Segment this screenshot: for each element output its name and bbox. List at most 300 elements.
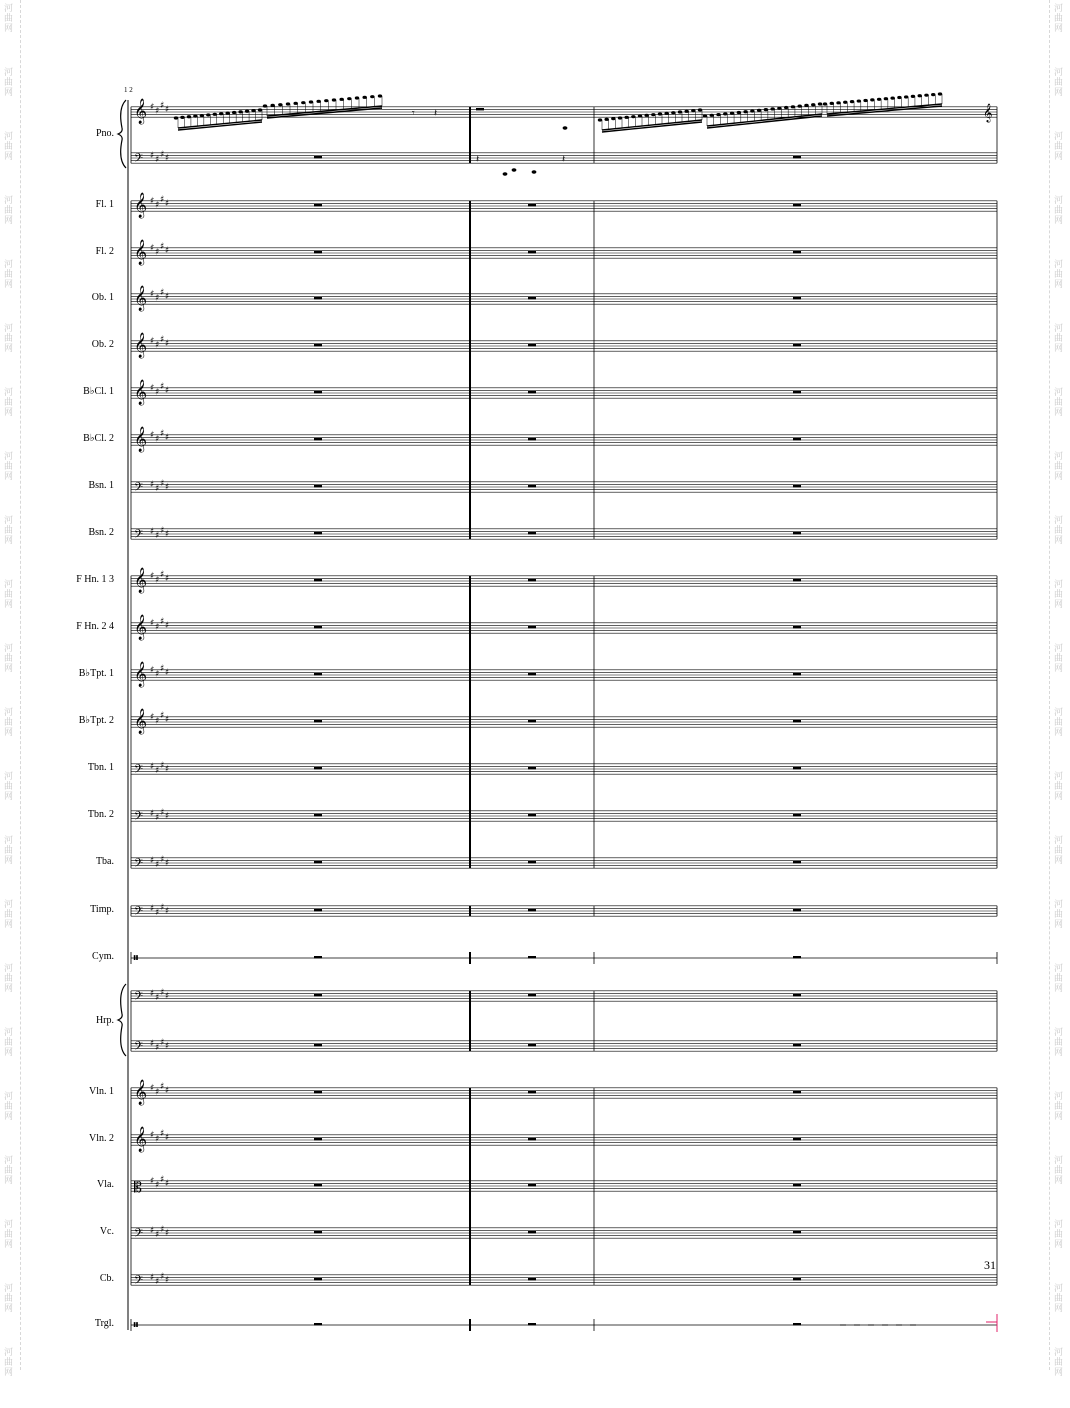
percussion-clef: 𝄥 — [134, 951, 138, 965]
whole-rest — [314, 720, 322, 722]
whole-rest — [314, 297, 322, 299]
watermark-text: 河 曲 网 河 曲 网 河 曲 网 河 曲 网 河 曲 网 河 曲 网 河 曲 网 河 曲 网 河 曲 网 河 曲 网 河 曲 网 河 曲 网 河 曲 网 河 曲 网 河 曲 网 河 曲 网 河 曲 网 河 曲 网 河 曲 网 河 曲 网 河 曲 网 河 曲 网 — [4, 4, 14, 1378]
whole-rest — [793, 814, 801, 816]
treble-clef-icon: 𝄞 — [983, 103, 993, 122]
whole-rest — [528, 626, 536, 628]
bass-clef-icon: 𝄢 — [134, 857, 144, 873]
note-head — [512, 168, 517, 171]
note-head — [286, 102, 290, 105]
sharp-icon: ♯ — [160, 987, 165, 998]
instrument-label: Ob. 1 — [91, 292, 114, 303]
note-head — [716, 113, 720, 116]
whole-rest — [314, 767, 322, 769]
sharp-icon: ♯ — [150, 762, 155, 773]
whole-rest — [793, 532, 801, 534]
sharp-icon: ♯ — [160, 429, 165, 440]
sharp-icon: ♯ — [160, 1082, 165, 1093]
sharp-icon: ♯ — [155, 1087, 160, 1098]
instrument-label: Vln. 2 — [89, 1133, 114, 1144]
whole-rest — [314, 532, 322, 534]
sharp-icon: ♯ — [150, 989, 155, 1000]
whole-rest — [793, 1044, 801, 1046]
whole-rest — [314, 673, 322, 675]
instrument-label: Trgl. — [94, 1318, 114, 1329]
sharp-icon: ♯ — [150, 1273, 155, 1284]
instrument-label: B♭Cl. 1 — [83, 386, 114, 397]
note-head — [757, 109, 761, 112]
note-head — [777, 107, 781, 110]
note-head — [830, 102, 834, 105]
whole-rest — [793, 861, 801, 863]
note-head — [710, 114, 714, 117]
sharp-icon: ♯ — [155, 247, 160, 258]
sharp-icon: ♯ — [165, 764, 170, 775]
sharp-icon: ♯ — [150, 1226, 155, 1237]
note-head — [258, 108, 262, 111]
sharp-icon: ♯ — [165, 621, 170, 632]
note-head — [904, 95, 908, 98]
instrument-label: B♭Cl. 2 — [83, 433, 114, 444]
treble-clef-icon: 𝄞 — [134, 662, 148, 687]
whole-rest — [314, 1091, 322, 1093]
sharp-icon: ♯ — [150, 102, 155, 113]
note-head — [532, 170, 537, 173]
instrument-label: Vc. — [99, 1226, 114, 1237]
instrument-label: Cym. — [92, 951, 114, 962]
note-head — [213, 113, 217, 116]
sharp-icon: ♯ — [165, 1275, 170, 1286]
whole-rest — [793, 485, 801, 487]
sharp-icon: ♯ — [155, 484, 160, 494]
instrument-label: Bsn. 1 — [88, 480, 114, 491]
sharp-icon: ♯ — [150, 480, 155, 491]
sharp-icon: ♯ — [160, 760, 165, 771]
instrument-label: Fl. 1 — [95, 199, 114, 210]
instrument-label: Fl. 2 — [95, 246, 114, 257]
quarter-rest-icon: 𝄽 — [434, 108, 438, 119]
sharp-icon: ♯ — [155, 575, 160, 586]
note-head — [737, 111, 741, 114]
sharp-icon: ♯ — [165, 1133, 170, 1144]
treble-clef-icon: 𝄞 — [134, 286, 148, 311]
note-head — [664, 112, 668, 115]
note-head — [911, 95, 915, 98]
note-head — [730, 112, 734, 115]
whole-rest — [528, 1184, 536, 1186]
piano-run-beam — [178, 122, 262, 130]
instrument-label: B♭Tpt. 1 — [78, 668, 114, 679]
sharp-icon: ♯ — [150, 289, 155, 300]
note-head — [750, 109, 754, 112]
instrument-label: F Hn. 2 4 — [76, 621, 114, 632]
sharp-icon: ♯ — [160, 902, 165, 913]
note-head — [611, 117, 615, 120]
note-head — [850, 100, 854, 103]
whole-rest — [528, 579, 536, 581]
piano-run-beam — [707, 114, 822, 126]
treble-clef-icon: 𝄞 — [134, 193, 148, 218]
sharp-icon: ♯ — [165, 529, 170, 540]
bass-clef-icon: 𝄢 — [134, 528, 144, 544]
whole-rest — [314, 156, 322, 158]
note-head — [638, 114, 642, 117]
note-head — [684, 110, 688, 113]
whole-rest — [528, 720, 536, 722]
sharp-icon: ♯ — [155, 766, 160, 776]
note-head — [309, 100, 313, 103]
whole-rest — [528, 956, 536, 958]
sharp-icon: ♯ — [160, 1037, 165, 1048]
instrument-label: F Hn. 1 3 — [76, 574, 114, 585]
sharp-icon: ♯ — [155, 669, 160, 680]
whole-rest — [793, 156, 801, 158]
whole-rest — [528, 391, 536, 393]
note-head — [631, 115, 635, 118]
sharp-icon: ♯ — [165, 906, 170, 917]
sharp-icon: ♯ — [165, 292, 170, 303]
instrument-label: Hrp. — [95, 1015, 114, 1026]
whole-rest — [528, 1231, 536, 1233]
whole-rest — [314, 626, 322, 628]
instrument-label: Vla. — [97, 1179, 114, 1190]
sharp-icon: ♯ — [165, 386, 170, 397]
sharp-icon: ♯ — [165, 339, 170, 350]
note-head — [598, 118, 602, 121]
note-head — [843, 101, 847, 104]
quarter-rest-icon: 𝄽 — [562, 154, 566, 165]
note-head — [723, 112, 727, 115]
sharp-icon: ♯ — [150, 196, 155, 207]
whole-rest — [793, 1138, 801, 1140]
whole-rest — [314, 344, 322, 346]
whole-rest — [793, 1323, 801, 1325]
sharp-icon: ♯ — [165, 1179, 170, 1190]
whole-rest — [528, 673, 536, 675]
sharp-icon: ♯ — [155, 1277, 160, 1287]
note-head — [238, 110, 242, 113]
note-head — [347, 97, 351, 100]
sharp-icon: ♯ — [165, 811, 170, 822]
instrument-label: Tbn. 2 — [87, 809, 114, 820]
sharp-icon: ♯ — [150, 243, 155, 254]
bass-clef-icon: 𝄢 — [134, 1040, 144, 1056]
bass-clef-icon: 𝄢 — [134, 481, 144, 497]
note-head — [332, 98, 336, 101]
sharp-icon: ♯ — [155, 1230, 160, 1240]
note-head — [784, 106, 788, 109]
whole-rest — [314, 909, 322, 911]
whole-rest — [314, 956, 322, 958]
sharp-icon: ♯ — [160, 382, 165, 393]
whole-rest — [528, 1323, 536, 1325]
sharp-icon: ♯ — [150, 618, 155, 629]
note-head — [193, 115, 197, 118]
note-head — [671, 111, 675, 114]
whole-rest — [528, 344, 536, 346]
instrument-label: Bsn. 2 — [88, 527, 114, 538]
sharp-icon: ♯ — [165, 715, 170, 726]
sharp-icon: ♯ — [150, 336, 155, 347]
sharp-icon: ♯ — [155, 106, 160, 117]
percussion-clef: 𝄥 — [134, 1318, 138, 1332]
treble-clef-icon: 𝄞 — [134, 709, 148, 734]
note-head — [836, 101, 840, 104]
whole-rest — [793, 994, 801, 996]
piano-run-beam — [602, 122, 702, 132]
whole-rest — [528, 251, 536, 253]
alto-clef-icon: 𝄡 — [134, 1180, 142, 1196]
note-head — [857, 99, 861, 102]
sharp-icon: ♯ — [160, 711, 165, 722]
instrument-label: Pno. — [95, 128, 114, 139]
sharp-icon: ♯ — [165, 433, 170, 444]
note-head — [658, 112, 662, 115]
sharp-icon: ♯ — [155, 908, 160, 918]
sharp-icon: ♯ — [160, 854, 165, 865]
whole-rest — [528, 1138, 536, 1140]
note-head — [938, 92, 942, 95]
note-head — [863, 99, 867, 102]
whole-rest — [314, 485, 322, 487]
treble-clef-icon: 𝄞 — [134, 427, 148, 452]
sharp-icon: ♯ — [165, 246, 170, 257]
note-head — [918, 94, 922, 97]
sharp-icon: ♯ — [150, 1083, 155, 1094]
sharp-icon: ♯ — [155, 293, 160, 304]
bass-clef-icon: 𝄢 — [134, 1227, 144, 1243]
whole-rest — [793, 956, 801, 958]
note-head — [804, 104, 808, 107]
note-head — [698, 108, 702, 111]
sharp-icon: ♯ — [150, 383, 155, 394]
whole-rest — [793, 204, 801, 206]
sharp-icon: ♯ — [155, 1180, 160, 1191]
sharp-icon: ♯ — [160, 617, 165, 628]
note-head — [818, 102, 822, 105]
note-head — [378, 94, 382, 97]
sharp-icon: ♯ — [150, 430, 155, 441]
sharp-icon: ♯ — [150, 571, 155, 582]
sharp-icon: ♯ — [155, 200, 160, 211]
note-head — [232, 111, 236, 114]
sharp-icon: ♯ — [155, 993, 160, 1003]
whole-rest — [314, 438, 322, 440]
whole-rest — [793, 1231, 801, 1233]
sharp-icon: ♯ — [150, 1130, 155, 1141]
whole-rest — [314, 1184, 322, 1186]
whole-rest — [793, 344, 801, 346]
sharp-icon: ♯ — [150, 527, 155, 538]
eighth-rest-icon: 𝄾 — [412, 108, 415, 119]
whole-rest — [793, 1184, 801, 1186]
sharp-icon: ♯ — [160, 195, 165, 206]
note-head — [278, 103, 282, 106]
piano-run-beam — [827, 104, 942, 114]
treble-clef-icon: 𝄞 — [134, 99, 148, 124]
treble-clef-icon: 𝄞 — [134, 568, 148, 593]
whole-rest — [528, 438, 536, 440]
note-head — [870, 98, 874, 101]
harp-brace — [118, 984, 126, 1056]
whole-rest — [314, 251, 322, 253]
sharp-icon: ♯ — [155, 622, 160, 633]
note-head — [355, 96, 359, 99]
piano-run-beam — [707, 116, 822, 128]
note-head — [293, 102, 297, 105]
sharp-icon: ♯ — [165, 991, 170, 1002]
treble-clef-icon: 𝄞 — [134, 380, 148, 405]
page-number: 31 — [984, 1258, 996, 1272]
whole-rest — [314, 994, 322, 996]
half-rest — [476, 108, 484, 110]
note-head — [703, 114, 707, 117]
bass-clef-icon: 𝄢 — [134, 152, 144, 168]
whole-rest — [793, 579, 801, 581]
whole-rest — [528, 767, 536, 769]
sharp-icon: ♯ — [160, 1175, 165, 1186]
sharp-icon: ♯ — [160, 335, 165, 346]
note-head — [251, 109, 255, 112]
whole-rest — [314, 814, 322, 816]
sharp-icon: ♯ — [160, 664, 165, 675]
whole-rest — [528, 909, 536, 911]
instrument-label: B♭Tpt. 2 — [78, 715, 114, 726]
note-head — [503, 172, 508, 175]
whole-rest — [528, 1091, 536, 1093]
note-head — [206, 113, 210, 116]
sharp-icon: ♯ — [155, 1134, 160, 1145]
instrument-label: Cb. — [99, 1273, 114, 1284]
note-head — [187, 115, 191, 118]
note-head — [219, 112, 223, 115]
note-head — [301, 101, 305, 104]
sharp-icon: ♯ — [160, 1271, 165, 1282]
bass-clef-icon: 𝄢 — [134, 763, 144, 779]
rehearsal-mark: 1 2 — [124, 86, 133, 94]
treble-clef-icon: 𝄞 — [134, 333, 148, 358]
instrument-label: Timp. — [90, 904, 114, 915]
sharp-icon: ♯ — [155, 860, 160, 870]
whole-rest — [793, 251, 801, 253]
note-head — [924, 94, 928, 97]
whole-rest — [528, 1278, 536, 1280]
quarter-rest-icon: 𝄽 — [476, 154, 480, 165]
bass-clef-icon: 𝄢 — [134, 1274, 144, 1290]
note-head — [691, 109, 695, 112]
piano-brace — [118, 100, 126, 168]
sharp-icon: ♯ — [155, 531, 160, 541]
sharp-icon: ♯ — [165, 1086, 170, 1097]
note-head — [362, 96, 366, 99]
sharp-icon: ♯ — [160, 1224, 165, 1235]
sharp-icon: ♯ — [165, 105, 170, 116]
piano-run-beam — [178, 120, 262, 128]
note-head — [644, 114, 648, 117]
sharp-icon: ♯ — [165, 482, 170, 493]
note-head — [931, 93, 935, 96]
sharp-icon: ♯ — [155, 1043, 160, 1053]
sharp-icon: ♯ — [155, 716, 160, 727]
note-head — [370, 95, 374, 98]
note-head — [339, 98, 343, 101]
sharp-icon: ♯ — [150, 665, 155, 676]
sharp-icon: ♯ — [165, 668, 170, 679]
sharp-icon: ♯ — [155, 387, 160, 398]
sharp-icon: ♯ — [150, 809, 155, 820]
note-head — [180, 116, 184, 119]
note-head — [263, 104, 267, 107]
sharp-icon: ♯ — [150, 1039, 155, 1050]
treble-clef-icon: 𝄞 — [134, 1127, 148, 1152]
note-head — [316, 100, 320, 103]
sharp-icon: ♯ — [165, 1041, 170, 1052]
whole-rest — [314, 579, 322, 581]
note-head — [823, 102, 827, 105]
note-head — [743, 110, 747, 113]
note-head — [225, 111, 229, 114]
treble-clef-icon: 𝄞 — [134, 240, 148, 265]
note-head — [624, 116, 628, 119]
whole-rest — [528, 204, 536, 206]
sharp-icon: ♯ — [165, 858, 170, 869]
note-head — [811, 103, 815, 106]
piano-run-beam — [602, 120, 702, 130]
note-head — [884, 97, 888, 100]
sharp-icon: ♯ — [160, 242, 165, 253]
sharp-icon: ♯ — [160, 807, 165, 818]
note-head — [174, 116, 178, 119]
whole-rest — [793, 297, 801, 299]
whole-rest — [314, 1323, 322, 1325]
treble-clef-icon: 𝄞 — [134, 615, 148, 640]
whole-rest — [793, 438, 801, 440]
sharp-icon: ♯ — [160, 1129, 165, 1140]
sharp-icon: ♯ — [150, 856, 155, 867]
sharp-icon: ♯ — [150, 1176, 155, 1187]
sharp-icon: ♯ — [150, 904, 155, 915]
sharp-icon: ♯ — [160, 101, 165, 112]
sharp-icon: ♯ — [155, 434, 160, 445]
whole-rest — [793, 767, 801, 769]
whole-rest — [314, 1044, 322, 1046]
whole-rest — [314, 391, 322, 393]
instrument-label: Tba. — [95, 856, 114, 867]
whole-rest — [793, 909, 801, 911]
watermark-text: 河 曲 网 河 曲 网 河 曲 网 河 曲 网 河 曲 网 河 曲 网 河 曲 网 河 曲 网 河 曲 网 河 曲 网 河 曲 网 河 曲 网 河 曲 网 河 曲 网 河 曲 网 河 曲 网 河 曲 网 河 曲 网 河 曲 网 河 曲 网 河 曲 网 河 曲 网 — [1054, 4, 1064, 1378]
whole-rest — [793, 626, 801, 628]
note-head — [270, 104, 274, 107]
sharp-icon: ♯ — [155, 155, 160, 165]
note-head — [798, 105, 802, 108]
note-head — [618, 116, 622, 119]
note-head — [604, 118, 608, 121]
whole-rest — [314, 1231, 322, 1233]
whole-rest — [793, 1278, 801, 1280]
sharp-icon: ♯ — [155, 340, 160, 351]
note-head — [200, 114, 204, 117]
sharp-icon: ♯ — [160, 149, 165, 160]
sharp-icon: ♯ — [150, 712, 155, 723]
note-head — [324, 99, 328, 102]
sharp-icon: ♯ — [165, 153, 170, 164]
note-head — [651, 113, 655, 116]
sharp-icon: ♯ — [165, 574, 170, 585]
note-head — [770, 107, 774, 110]
sharp-icon: ♯ — [160, 478, 165, 489]
instrument-label: Vln. 1 — [89, 1086, 114, 1097]
note-head — [245, 110, 249, 113]
bass-clef-icon: 𝄢 — [134, 810, 144, 826]
